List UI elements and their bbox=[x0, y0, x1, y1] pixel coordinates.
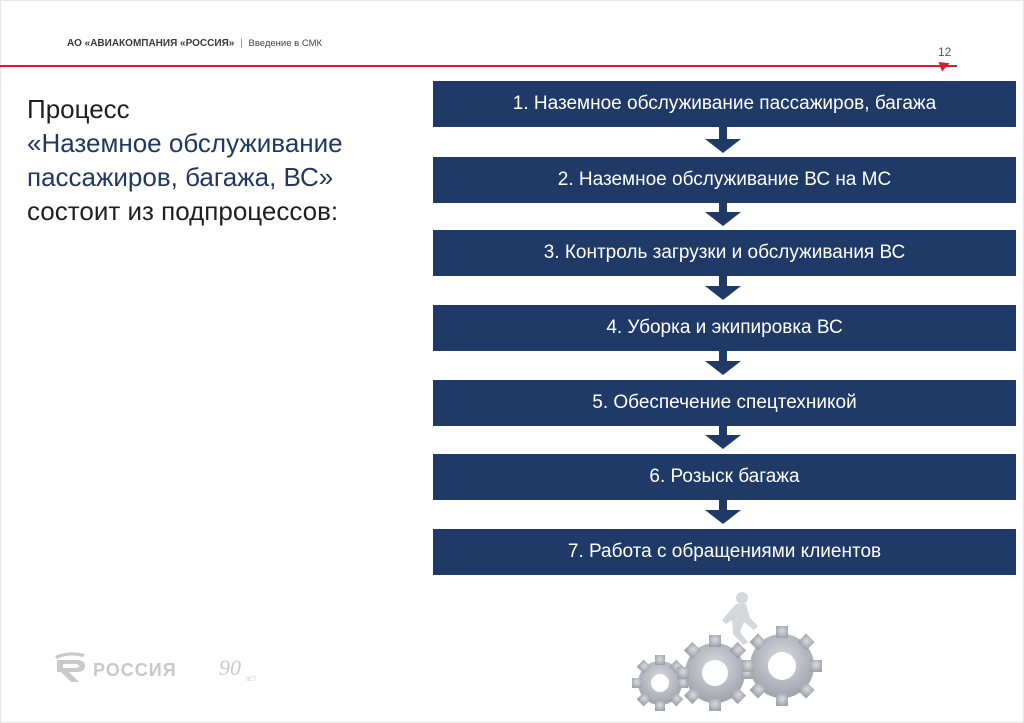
arrow-down-icon bbox=[705, 510, 741, 524]
process-step-5: 5. Обеспечение спецтехникой bbox=[433, 380, 1016, 426]
logo-years-caption: ЛЕТ bbox=[245, 677, 257, 683]
header-red-rule bbox=[0, 65, 957, 67]
process-step-1: 1. Наземное обслуживание пассажиров, багажа bbox=[433, 81, 1016, 127]
process-step-2: 2. Наземное обслуживание ВС на МС bbox=[433, 157, 1016, 203]
intro-line-4: состоит из подпроцессов: bbox=[27, 196, 339, 226]
header-separator: | bbox=[240, 38, 243, 49]
arrow-down-icon bbox=[705, 139, 741, 153]
header-company: АО «АВИАКОМПАНИЯ «РОССИЯ» bbox=[67, 38, 235, 49]
intro-line-1: Процесс bbox=[27, 94, 130, 124]
intro-text bbox=[27, 92, 407, 228]
rossiya-logo-icon bbox=[55, 650, 275, 684]
header-rule-tip-icon bbox=[939, 59, 952, 72]
arrow-down-icon bbox=[705, 361, 741, 375]
arrow-down-icon bbox=[705, 286, 741, 300]
arrow-down-icon bbox=[705, 435, 741, 449]
logo-text: РОССИЯ bbox=[93, 660, 177, 680]
arrow-stem-2 bbox=[719, 203, 727, 212]
process-step-6: 6. Розыск багажа bbox=[433, 454, 1016, 500]
intro-line-3: пассажиров, багажа, ВС» bbox=[27, 162, 334, 192]
arrow-down-icon bbox=[705, 212, 741, 226]
arrow-stem-4 bbox=[719, 351, 727, 361]
header-section: Введение в СМК bbox=[248, 38, 323, 49]
arrow-stem-3 bbox=[719, 276, 727, 286]
intro-line-2: «Наземное обслуживание bbox=[27, 128, 343, 158]
process-step-4: 4. Уборка и экипировка ВС bbox=[433, 305, 1016, 351]
arrow-stem-1 bbox=[719, 127, 727, 139]
arrow-stem-6 bbox=[719, 500, 727, 510]
gears-with-runner-icon bbox=[630, 588, 830, 718]
page-number: 12 bbox=[938, 45, 952, 59]
logo-years: 90 bbox=[219, 655, 241, 680]
runner-figure-icon bbox=[722, 592, 758, 645]
arrow-stem-5 bbox=[719, 426, 727, 435]
process-step-3: 3. Контроль загрузки и обслуживания ВС bbox=[433, 230, 1016, 276]
process-step-7: 7. Работа с обращениями клиентов bbox=[433, 529, 1016, 575]
slide-header bbox=[67, 38, 322, 49]
